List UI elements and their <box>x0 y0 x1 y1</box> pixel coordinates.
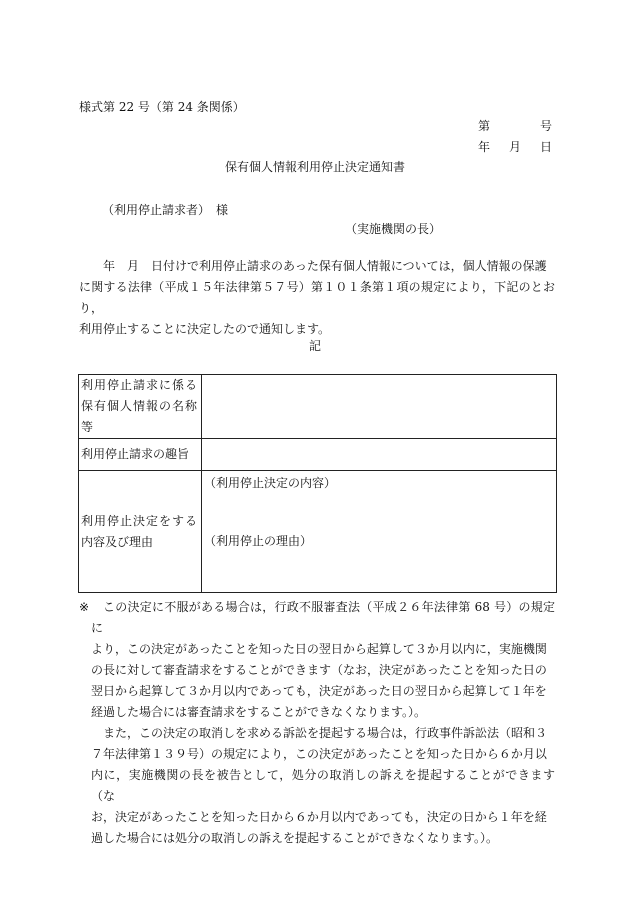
label-line: 内容及び理由 <box>81 534 154 549</box>
body-line: 年 月 日付けで利用停止請求のあった保有個人情報については，個人情報の保護 <box>79 259 547 273</box>
number-suffix: 号 <box>540 119 553 133</box>
table-label-cell <box>79 471 202 593</box>
decision-content-label: （利用停止決定の内容） <box>204 476 337 490</box>
decision-reason-label: （利用停止の理由） <box>204 534 313 548</box>
note-line: 経過した場合には審査請求をすることができなくなります。）。 <box>91 705 427 719</box>
note-line: 内に，実施機関の長を被告として，処分の取消しの訴えを提起することができます（な <box>91 768 555 803</box>
table-label-cell <box>79 375 202 439</box>
table-value-cell <box>202 439 557 471</box>
note-line: また，この決定の取消しを求める訴訟を提起する場合は，行政事件訴訟法（昭和３ <box>91 726 548 740</box>
label-line: 利用停止決定をする <box>81 513 199 528</box>
label-line: 等 <box>81 420 94 434</box>
addressee: （利用停止請求者） 様 <box>102 203 229 217</box>
table-row <box>79 471 557 593</box>
note-line: 過した場合には処分の取消しの訴えを提起することができなくなります。）。 <box>91 831 499 845</box>
number-prefix: 第 <box>478 119 491 133</box>
record-heading: 記 <box>308 339 321 353</box>
table-value-cell <box>202 471 557 593</box>
date-day: 日 <box>540 140 553 154</box>
document-title: 保有個人情報利用停止決定通知書 <box>224 160 405 174</box>
label-line: 利用停止請求に係る <box>81 378 199 392</box>
note-line: ７年法律第１３９号）の規定により，この決定があったことを知った日から６か月以 <box>91 747 547 761</box>
date-year: 年 <box>478 140 491 154</box>
label-line: 保有個人情報の名称 <box>81 399 199 413</box>
note-line: 翌日から起算して３か月以内であっても，決定があった日の翌日から起算して１年を <box>91 684 547 698</box>
body-line: 利用停止することに決定したので通知します。 <box>79 322 331 336</box>
body-paragraph <box>79 256 555 340</box>
form-number: 様式第 22 号（第 24 条関係） <box>79 100 245 114</box>
body-line: に関する法律（平成１５年法律第５７号）第１０１条第１項の規定により，下記のとおり， <box>79 280 555 315</box>
note-body <box>91 597 555 849</box>
table-row <box>79 439 557 471</box>
detail-table <box>78 374 557 593</box>
table-label-cell: 利用停止請求の趣旨 <box>79 439 202 471</box>
note-mark: ※ <box>79 600 90 614</box>
sender: （実施機関の長） <box>345 222 442 236</box>
date-month: 月 <box>509 140 522 154</box>
note-line: より，この決定があったことを知った日の翌日から起算して３か月以内に，実施機関 <box>91 642 547 656</box>
note-line: この決定に不服がある場合は，行政不服審査法（平成２６年法律第 68 号）の規定に <box>91 600 555 635</box>
note-line: お，決定があったことを知った日から６か月以内であっても，決定の日から１年を経 <box>91 810 547 824</box>
appeal-note <box>79 597 555 849</box>
table-value-cell <box>202 375 557 439</box>
note-line: の長に対して審査請求をすることができます（なお，決定があったことを知った日の <box>91 663 547 677</box>
table-row <box>79 375 557 439</box>
